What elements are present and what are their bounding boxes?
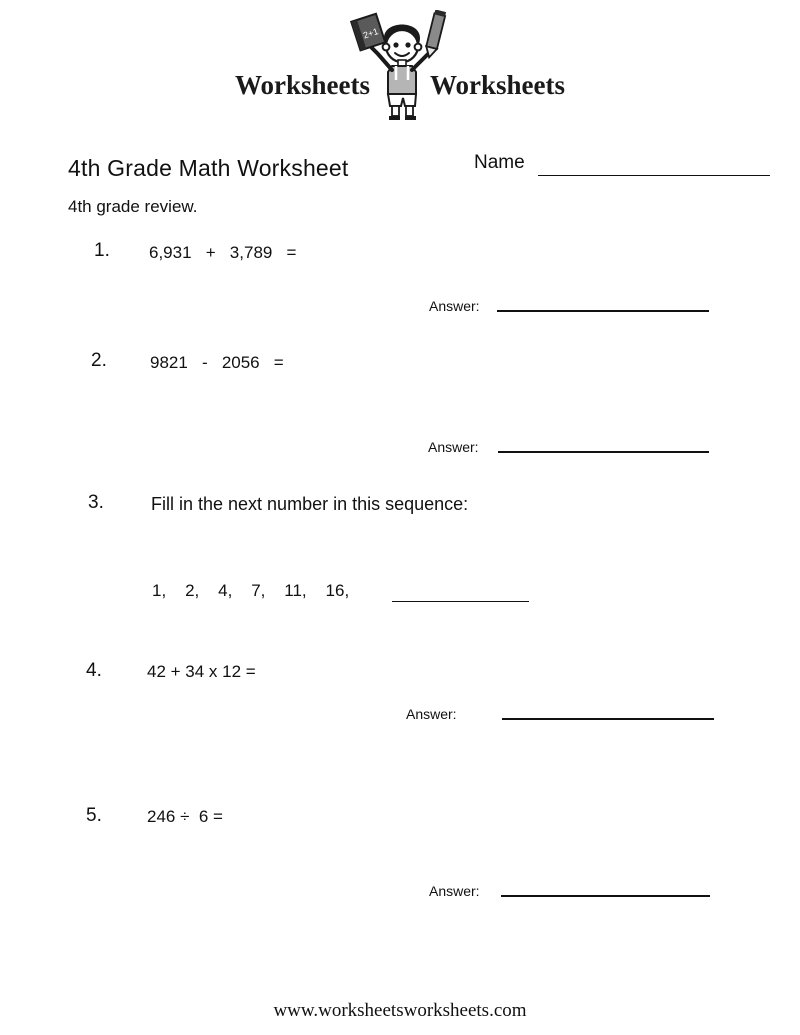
logo-word-left: Worksheets	[235, 70, 370, 100]
problem-1-answer-line[interactable]	[497, 310, 709, 312]
problem-1-text: 6,931 + 3,789 =	[149, 243, 297, 262]
problem-3-number: 3.	[88, 492, 104, 513]
name-input-line[interactable]	[538, 175, 770, 176]
problem-2-number: 2.	[91, 350, 107, 371]
problem-1-answer-label: Answer:	[429, 298, 480, 314]
site-logo	[0, 10, 800, 130]
logo-word-right: Worksheets	[430, 70, 565, 100]
problem-1-number: 1.	[94, 240, 110, 261]
problem-4-answer-row	[406, 706, 716, 726]
page-title: 4th Grade Math Worksheet	[68, 155, 349, 181]
problem-3-text: Fill in the next number in this sequence:	[151, 494, 469, 514]
problem-4-number: 4.	[86, 660, 102, 681]
problem-4-answer-label: Answer:	[406, 706, 457, 722]
problem-1-answer-row	[429, 298, 719, 318]
book-text: 2+1	[361, 26, 380, 41]
problem-2-answer-label: Answer:	[428, 439, 479, 455]
problem-2-text: 9821 - 2056 =	[150, 353, 284, 372]
problem-2-answer-line[interactable]	[498, 451, 709, 453]
problem-5-answer-row	[429, 883, 719, 903]
problem-5-number: 5.	[86, 805, 102, 826]
problem-4-text: 42 + 34 x 12 =	[147, 662, 256, 681]
boy-with-book-and-pencil-icon	[348, 10, 458, 122]
page-subtitle: 4th grade review.	[68, 197, 198, 216]
problem-5-answer-line[interactable]	[501, 895, 710, 897]
name-label: Name	[474, 152, 525, 173]
problem-3-sequence: 1, 2, 4, 7, 11, 16,	[152, 581, 350, 600]
problem-5-text: 246 ÷ 6 =	[147, 807, 223, 826]
problem-3-answer-blank[interactable]	[392, 601, 529, 602]
footer-url[interactable]: www.worksheetsworksheets.com	[273, 1000, 527, 1021]
problem-5-answer-label: Answer:	[429, 883, 480, 899]
problem-2-answer-row	[428, 439, 718, 459]
name-field-block	[474, 152, 774, 182]
problem-4-answer-line[interactable]	[502, 718, 714, 720]
